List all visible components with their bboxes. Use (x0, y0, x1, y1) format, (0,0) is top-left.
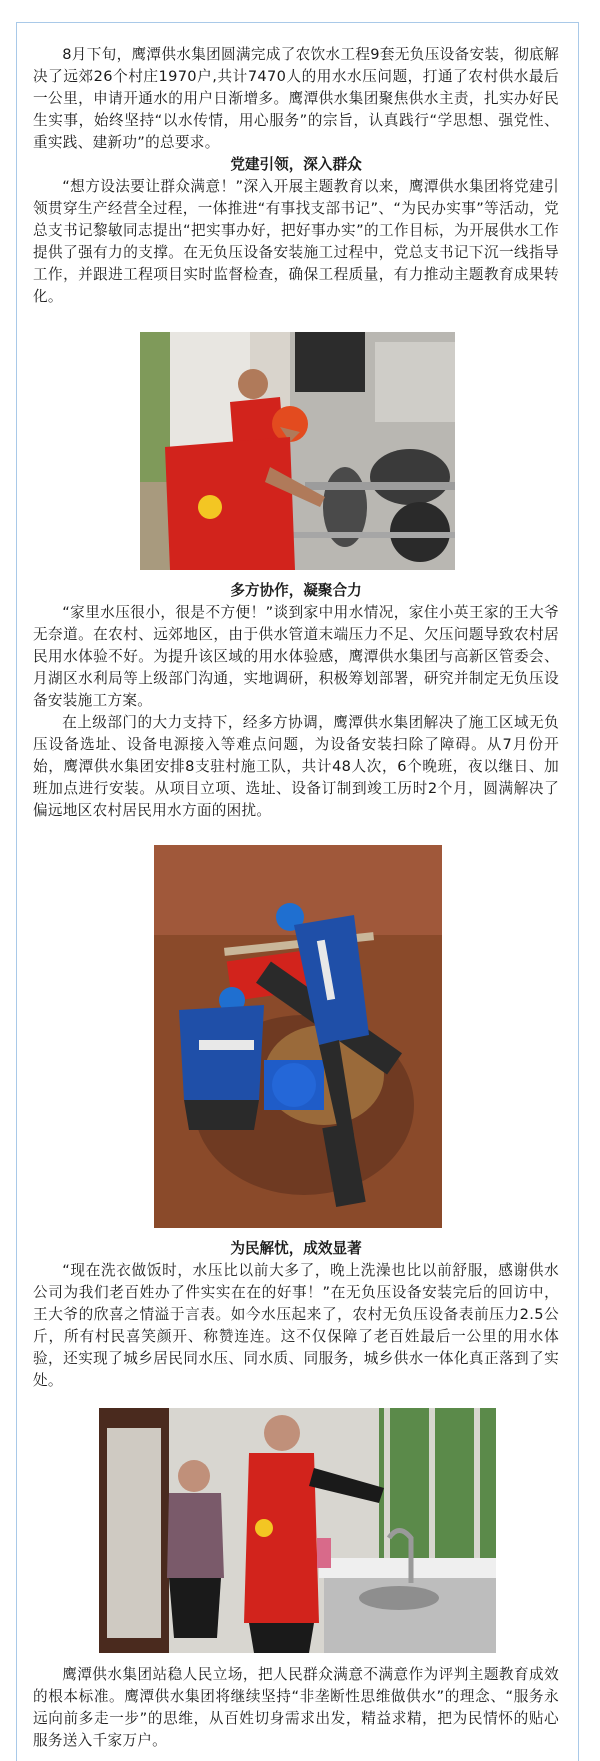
intro-paragraph: 8月下旬，鹰潭供水集团圆满完成了农饮水工程9套无负压设备安装，彻底解决了远郊26个村庄1970户,共计7470人的用水水压问题，打通了农村供水最后一公里，申请开通水的用户日渐增多。鹰潭供水集团聚焦供水主责，扎实办好民生实事，始终坚持“以水传情，用心服务”的宗旨，认真践行“学思想、强党性、重实践、建新功”的总要求。 (33, 46, 559, 151)
closing-block (33, 1664, 559, 1752)
section2-paragraph-2: 在上级部门的大力支持下，经多方协调，鹰潭供水集团解决了施工区域无负压设备选址、设备电源接入等难点问题，为设备安装扫除了障碍。从7月份开始，鹰潭供水集团安排8支驻村施工队，共计48人次，6个晚班，夜以继日、加班加点进行安装。从项目立项、选址、设备订制到竣工历时2个月，圆满解决了偏远地区农村居民用水方面的困扰。 (33, 714, 559, 819)
photo-volunteers-equipment (140, 332, 455, 570)
section2-paragraph-1: “家里水压很小，很是不方便！”谈到家中用水情况，家住小英王家的王大爷无奈道。在农村、远郊地区，由于供水管道末端压力不足、欠压问题导致农村居民用水体验不好。为提升该区域的用水体验感，鹰潭供水集团与高新区管委会、月湖区水利局等上级部门沟通，实地调研，积极筹划部署，研究并制定无负压设备安装施工方案。 (33, 604, 559, 709)
section1 (33, 154, 559, 308)
section1-heading: 党建引领，深入群众 (230, 156, 362, 173)
section2 (33, 580, 559, 822)
section3-heading: 为民解忧，成效显著 (230, 1240, 362, 1257)
section3-paragraph: “现在洗衣做饭时，水压比以前大多了，晚上洗澡也比以前舒服，感谢供水公司为我们老百姓办了件实实在在的好事！”在无负压设备安装完后的回访中，王大爷的欣喜之情溢于言表。如今水压起来了，农村无负压设备表前压力2.5公斤，所有村民喜笑颜开、称赞连连。这不仅保障了老百姓最后一公里的用水体验，还实现了城乡居民同水压、同水质、同服务，城乡供水一体化真正落到了实处。 (33, 1262, 559, 1389)
intro-block (33, 44, 559, 154)
photo-workers-pipe (154, 845, 442, 1228)
section1-paragraph: “想方设法要让群众满意！”深入开展主题教育以来，鹰潭供水集团将党建引领贯穿生产经营全过程，一体推进“有事找支部书记”、“为民办实事”等活动，党总支书记黎敏同志提出“把实事办好，把好事办实”的工作目标，为开展供水工作提供了强有力的支撑。在无负压设备安装施工过程中，党总支书记下沉一线指导工作，并跟进工程项目实时监督检查，确保工程质量，有力推动主题教育成果转化。 (33, 178, 559, 305)
photo-resident-visit (99, 1408, 496, 1653)
closing-paragraph: 鹰潭供水集团站稳人民立场，把人民群众满意不满意作为评判主题教育成效的根本标准。鹰潭供水集团将继续坚持“非垄断性思维做供水”的理念、“服务永远向前多走一步”的思维，从百姓切身需求出发，精益求精，把为民情怀的贴心服务送入千家万户。 (33, 1666, 559, 1749)
section2-heading: 多方协作，凝聚合力 (230, 582, 362, 599)
section3 (33, 1238, 559, 1392)
